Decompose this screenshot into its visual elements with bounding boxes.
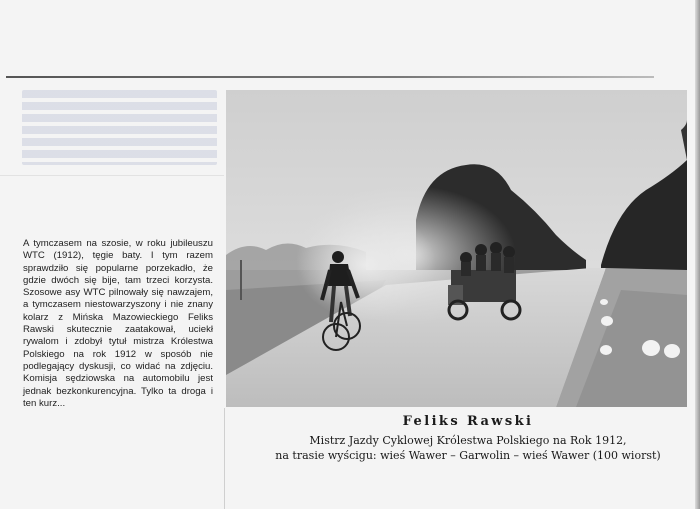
caption-line-2: na trasie wyścigu: wieś Wawer – Garwolin – wieś Wawer (100 wiorst): [275, 449, 661, 462]
cyclist-photo: [226, 90, 687, 407]
caption-line-1: Mistrz Jazdy Cyklowej Królestwa Polskiego na Rok 1912,: [309, 434, 627, 447]
caption-name: Feliks Rawski: [402, 414, 534, 429]
vertical-divider: [224, 408, 225, 509]
photo-illustration: [226, 90, 687, 407]
faded-text-block: [22, 90, 217, 165]
horizontal-divider: [0, 175, 224, 176]
page-edge: [695, 0, 700, 509]
photo-caption: [248, 414, 688, 463]
article-text: A tymczasem na szosie, w roku jubileuszu WTC (1912), tęgie baty. I tym razem sprawdziło się popularne porzekadło, że gdzie dwóch się bije, tam trzeci korzysta. Szosowe asy WTC pilnowały się nawzajem, a tymczasem niestowarzyszony i nie znany kolarz z Mińska Mazowieckiego Feliks Rawski skutecznie zaatakował, uciekł rywalom i zdobył tytuł mistrza Królestwa Polskiego na rok 1912 w sposób nie podlegający dyskusji, co widać na zdjęciu. Komisja sędziowska na automobilu jest jednak bezkonkurencyjna. Tylko ta droga i ten kurz...: [23, 238, 213, 409]
top-rule: [6, 76, 654, 78]
